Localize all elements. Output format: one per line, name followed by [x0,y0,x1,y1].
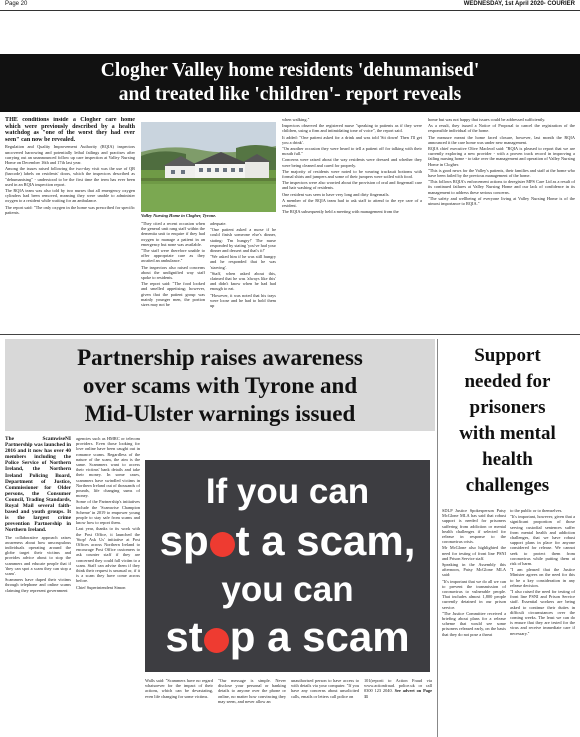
article2-paragraph: Scammers have duped their victims through telephone and online scams claiming they represent government [5,577,71,593]
article1-paragraph: Concerns were raised about the way residents were dressed and whether they were being cleaned and cared for properly. [282,157,422,168]
article1-paragraph: "The safety and wellbeing of everyone living at Valley Nursing Home is of the utmost importance to RQIA." [428,195,575,207]
article2-bottom-column-3 [291,678,359,736]
article3-paragraph: SDLP Justice Spokesperson Patsy McGlone MLA has said that robust support is needed for prisoners suffering from addiction or mental health challenges if selected for release in response to the coronavirus crisis. [442,508,506,545]
article3-paragraph: "I am pleased that the Justice Minister agrees on the need for this to be a key consideration in any release decision. [510,567,575,588]
header-rule [0,10,580,11]
article1-paragraph: Inspectors observed the registered nurse "speaking to patients as if they were children, using a firm and intimidating tone of voice", the report said. [282,123,422,134]
article2-paragraph: Chief Superintendent Simon [76,584,126,590]
article3-paragraph: Speaking in the Assembly this afternoon, Patsy McGlone MLA said: [442,562,506,578]
nursing-home-photo-image [141,122,276,212]
article3-column-1 [442,508,506,734]
article1-lead: THE conditions inside a Clogher care home which were previously described by a health watchdog as "one of the worst they had ever seen" can now be revealed. [5,117,135,143]
article1-paragraph: "This follows RQIA's enforcement actions to deregister MPS Care Ltd as a result of its continued failures at Valley Nursing Home and our lack of confidence in its management to address these serious concerns. [428,179,575,195]
article3-paragraph: "I also raised the need for testing of front line PSNI and Prison Service staff. Essential workers are being asked to continue their duties in difficult circumstances over the coming weeks. The least we can do is ensure that they are tested for the virus and receive immediate care if necessary." [510,589,575,636]
article3-paragraph: to the public or to themselves. [510,508,563,513]
article1-paragraph: The report said: "The only oxygen in the home was prescribed for specific patients. [5,204,135,215]
headline-line-1: Clogher Valley home residents 'dehumanised' [100,60,480,81]
article2-bottom-column-1 [145,678,213,736]
article2-bottom-column-4 [364,678,432,736]
article1-paragraph: One resident was seen to have very long and dirty fingernails. [282,191,390,197]
article2-paragraph: unauthorised person to have access to with details via your computer. "If you have any concerns about unsolicited calls, emails or letters call police on [291,678,359,699]
red-dot-icon [210,532,235,557]
article2-bottom-column-2 [218,678,286,736]
article1-paragraph: "This is good news for the Valley's patients, their families and staff at the home who have been failed by the previous management of the home. [428,167,575,179]
article1-paragraph: The RQIA team was also told by two nurses that all emergency oxygen cylinders had been removed, meaning they were unable to administer oxygen to a resident while waiting for an ambulance. [5,188,135,204]
dateline: WEDNESDAY, 1st April 2020- COURIER [463,1,575,7]
section-rule [0,334,580,335]
partnership-headline-line: Partnership raises awareness [77,345,363,370]
article1-column-1 [5,117,135,331]
article1-column-5 [428,117,575,331]
article2-paragraph: agencies such as HMRC or telecom providers. Even those looking for love online have been caught out in romance scams. Regardless of the nature of the scam, the aim is the same. Scammers want to access their victims' bank details and take their money. In some cases, scammers have swindled victims in Northern Ireland out of thousands of pounds, life changing sums of money. [76,436,140,499]
headline-banner [0,54,580,112]
article1-column-4 [282,117,422,331]
article3-paragraph: "The Justice Committee received a briefing about plans for a release scheme that would see some prisoners released early, on the basis that they do not pose a threat [442,610,506,637]
scam-awareness-graphic [145,460,430,672]
article3-paragraph: "It's important that we do all we can to prevent the transmission of coronavirus to vulnerable people. That includes almost 1,800 people currently detained in our prison service. [442,578,506,610]
support-headline-line: Support [474,345,541,366]
article1-paragraph: It added: "One patient asked for a drink and was told 'Sit down! Then I'll get you a drink'. [282,134,422,145]
article1-paragraph: RQIA chief executive Olive Macleod said: "RQIA is pleased to report that we are currently exploring a new provider - with a proven track record in improving a failing nursing home - to take over the management and operation of Valley Nursing Home in Clogher. [428,146,575,167]
support-headline-line: with mental [459,423,556,444]
scam-graphic-line-4 [145,614,430,660]
article1-paragraph: "On another occasion they were heard to tell a patient off for talking with their mouth full." [282,146,422,157]
support-headline-line: challenges [465,475,550,496]
article3-column-2 [510,508,575,734]
page-number: Page 20 [5,1,28,7]
partnership-headline-line: over scams with Tyrone and [82,373,358,398]
article2-paragraph: Some of the Partnership's initiatives include the 'Scamwise Champion Scheme' in 2019 to empower young people to stay safe from scams and know how to report them. [76,499,140,526]
article1-paragraph: "One patient asked a nurse if he could finish someone else's dinner, stating: 'I'm hungry!' The nurse responded by stating 'you've had your dinner and dessert and that's it!' [210,227,276,254]
article1-paragraph: Among the issues raised following the two-day visit was the use of QR (barcode) labels on residents' doors, which the inspectors described as "dehumanising" - understood to be the first time the term has ever been used in an RQIA inspection report. [5,166,135,187]
article1-column-2 [141,221,205,331]
article3-paragraph: Mr McGlone also highlighted the need for testing of front line PSNI and Prison Service staff. [442,545,506,561]
article2-paragraph: Last year, thanks to its work with the Post Office, it launched the 'Stop! Ask Us' initiative at Post Offices across Northern Ireland to encourage Post Office customers to ask counter staff if they are concerned they could fall victim to a scam. Staff can advise them if they think their request is unusual or, if it is a scam they have come across before. [76,526,140,584]
article1-paragraph: home but was not happy that issues could be addressed sufficiently. [428,117,546,122]
article1-paragraph: adequate. [210,221,227,226]
see-advert-note: See advert on Page 11 [364,688,432,699]
article2-paragraph: 101(reporti to Action Fraud via www.actionfraud. police.uk or call 0300 123 2040. See advert on Page 11 [364,678,432,699]
scam-graphic-line-3: you can [221,570,354,609]
nursing-home-photo [141,122,276,212]
scam-graphic-line-1: If you can [205,472,370,511]
article1-paragraph: The majority of residents were noted to be wearing tracksuit bottoms with formal shirts and jumpers and some of their jumpers were soiled with food. [282,168,422,180]
article1-paragraph: As a result, they issued a Notice of Proposal to cancel the registration of the responsible individual of the home. [428,123,575,134]
support-headline-line: prisoners [469,397,546,418]
article1-paragraph: A member of the RQIA team had to ask staff to attend to the eye care of a resident. [282,197,422,209]
support-headline-line: health [482,449,533,470]
scam-graphic-text: st [165,613,203,660]
article1-paragraph: "We asked him if he was still hungry and he responded that he was 'starving'. [210,254,276,270]
headline-line-2: and treated like 'children'- report reveals [118,84,462,105]
partnership-headline-line: Mid-Ulster warnings issued [84,401,356,426]
article1-paragraph: when walking." [282,117,310,122]
scam-graphic-line-2 [145,518,430,564]
article1-column-3 [210,221,276,331]
photo-caption: Valley Nursing Home in Clogher, Tyrone. [141,213,217,218]
column-divider [437,339,438,737]
partnership-headline [10,344,430,428]
scam-graphic-text: p a scam [229,613,410,660]
article1-paragraph: "They cited a recent occasion when the general unit rang staff within the dementia unit to enquire if they had oxygen to manage a patient in an emergency but none was available. [141,221,205,247]
scam-graphic-text: sp [159,517,209,564]
support-headline [440,343,575,499]
article2-lead: The ScamwiseNI Partnership was launched in 2016 and it now has over 40 members including the Police Service of Northern Ireland, the Northern Ireland Policing Board, Department of Justice, Commissioner for Older persons, the Consumer Council, Trading Standards, Royal Mail several faith-based and youth groups. It is the largest crime prevention Partnership in Northern Ireland. [5,436,71,534]
article1-paragraph: The measure meant the home faced closure, however, last month the RQIA announced it the care home was under new management. [428,134,575,145]
article2-paragraph: Walls said: "Scammers have no regard whatsoever for the impact of their actions, which can be devastating, even life changing for some victims. [145,678,213,699]
article1-paragraph: "The staff were therefore unable to offer appropriate care as they awaited an ambulance." [141,248,205,264]
article3-paragraph: "It's important, however, given that a significant proportion of those serving custodial sentences suffer from mental health and addiction challenges, that we have robust support plans in place for anyone considered for release. We cannot seek to protect them from coronavirus while putting them at risk of harm. [510,514,575,567]
red-dot-icon [204,628,229,653]
article1-paragraph: The RQIA subsequently held a meeting with management from the [282,209,399,215]
support-headline-line: needed for [464,371,551,392]
article1-paragraph: The inspectors also raised concerns about the undignified way staff spoke to residents. [141,264,205,281]
scam-graphic-text: t a scam, [235,517,416,564]
article1-paragraph: Regulation and Quality Improvement Authority (RQIA) inspectors uncovered harrowing and potentially lethal failings and practises after carrying out an unannounced follow up care inspection at Valley Nursing Home on December 16th and 17th last year. [5,144,135,165]
article1-paragraph: The report said: "The food looked and smelled appetising; however, given that the patient group was mainly younger men, the portion sizes may not be [141,281,205,308]
article2-paragraph: "Our message is simple. Never disclose your personal or banking details to anyone over the phone or online, no matter how convincing they may seem, and never allow an [218,678,286,704]
article1-paragraph: "Staff, when asked about this, claimed that he was 'always like this' and didn't know when he had had enough to eat. [210,270,276,292]
article2-paragraph: The collaborative approach raises awareness about how unscrupulous individuals operating around the globe target their victims and provides advice about to stop the scammers and educate people that if 'they can spot a scam they can stop a scam'. [5,534,71,576]
article1-paragraph: "However, it was noted that his trays were loose and he had to hold them up [210,292,276,309]
article2-column-1 [5,436,71,734]
article2-column-2 [76,436,140,734]
article1-paragraph: The inspectors were also worried about the provision of oral and fingernail care and hair washing of residents. [282,180,422,191]
